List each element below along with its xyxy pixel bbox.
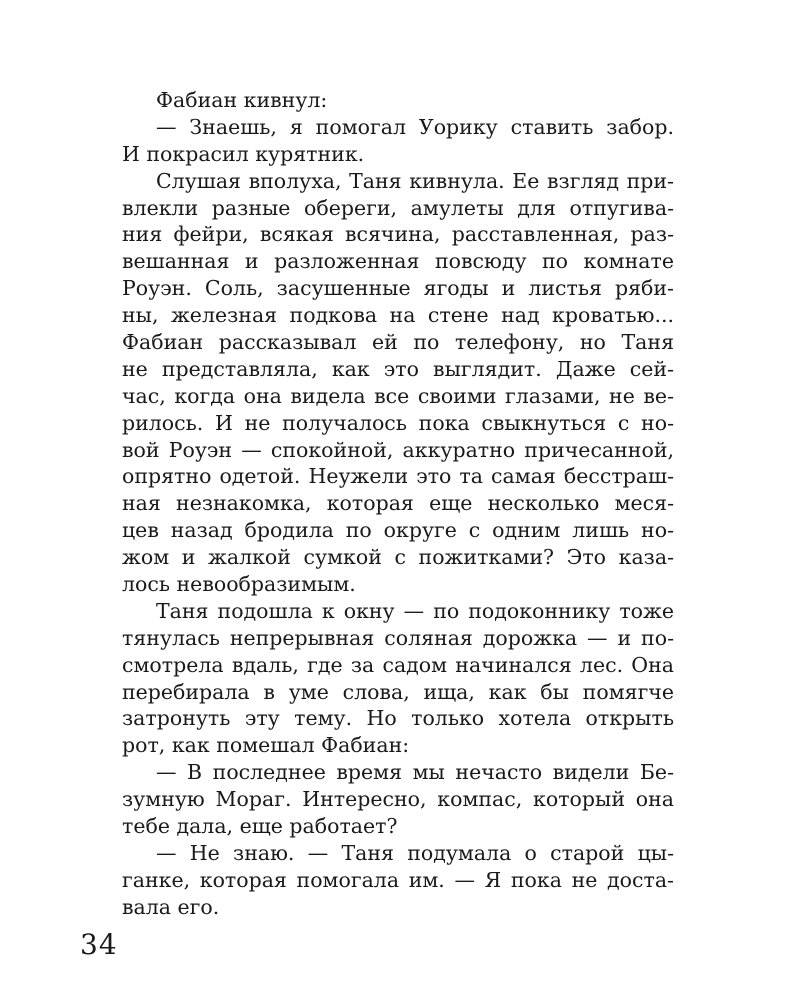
text-line: ны, железная подкова на стене над кроватью...	[122, 303, 674, 328]
text-line: влекли разные обереги, амулеты для отпугива-	[122, 195, 674, 220]
text-line: не представляла, как это выглядит. Даже сей-	[122, 356, 674, 381]
text-line: — В последнее время мы нечасто видели Бе-	[156, 760, 674, 785]
body-text	[122, 87, 674, 921]
text-line: зумную Мораг. Интересно, компас, который она	[122, 787, 674, 812]
text-line: перебирала в уме слова, ища, как бы помягче	[122, 679, 674, 704]
text-line: тебе дала, еще работает?	[122, 814, 398, 839]
text-line: опрятно одетой. Неужели это та самая бесстраш-	[122, 464, 674, 489]
text-line: вой Роуэн — спокойной, аккуратно причесанной,	[122, 437, 674, 462]
text-line: вешанная и разложенная повсюду по комнате	[122, 249, 674, 274]
text-line: — Знаешь, я помогал Уорику ставить забор.	[156, 114, 674, 139]
text-line: тянулась непрерывная соляная дорожка — и по-	[122, 625, 674, 650]
text-line: смотрела вдаль, где за садом начинался лес. Она	[122, 652, 674, 677]
text-line: ния фейри, всякая всячина, расставленная, раз-	[122, 222, 674, 247]
text-line: ганке, которая помогала им. — Я пока не доста-	[122, 867, 674, 892]
text-line: Слушая вполуха, Таня кивнула. Ее взгляд при-	[156, 168, 674, 193]
text-line: рилось. И не получалось пока свыкнуться с но-	[122, 410, 674, 435]
text-line: затронуть эту тему. Но только хотела открыть	[122, 706, 674, 731]
text-line: жом и жалкой сумкой с пожитками? Это каза-	[122, 545, 674, 570]
text-line: вала его.	[122, 894, 220, 919]
text-line: Таня подошла к окну — по подоконнику тоже	[156, 598, 674, 623]
text-line: Фабиан кивнул:	[156, 88, 328, 112]
text-line: — Не знаю. — Таня подумала о старой цы-	[156, 840, 674, 865]
text-line: рот, как помешал Фабиан:	[122, 733, 410, 758]
text-line: час, когда она видела все своими глазами, не ве-	[122, 383, 674, 408]
page-number: 34	[80, 928, 118, 961]
text-line: Роуэн. Соль, засушенные ягоды и листья ряби-	[122, 276, 674, 301]
text-line: лось невообразимым.	[122, 572, 356, 597]
text-line: ная незнакомка, которая еще несколько меся-	[122, 491, 674, 516]
text-line: Фабиан рассказывал ей по телефону, но Таня	[122, 330, 674, 355]
text-line: цев назад бродила по округе с одним лишь но-	[122, 518, 674, 543]
text-line: И покрасил курятник.	[122, 141, 365, 166]
